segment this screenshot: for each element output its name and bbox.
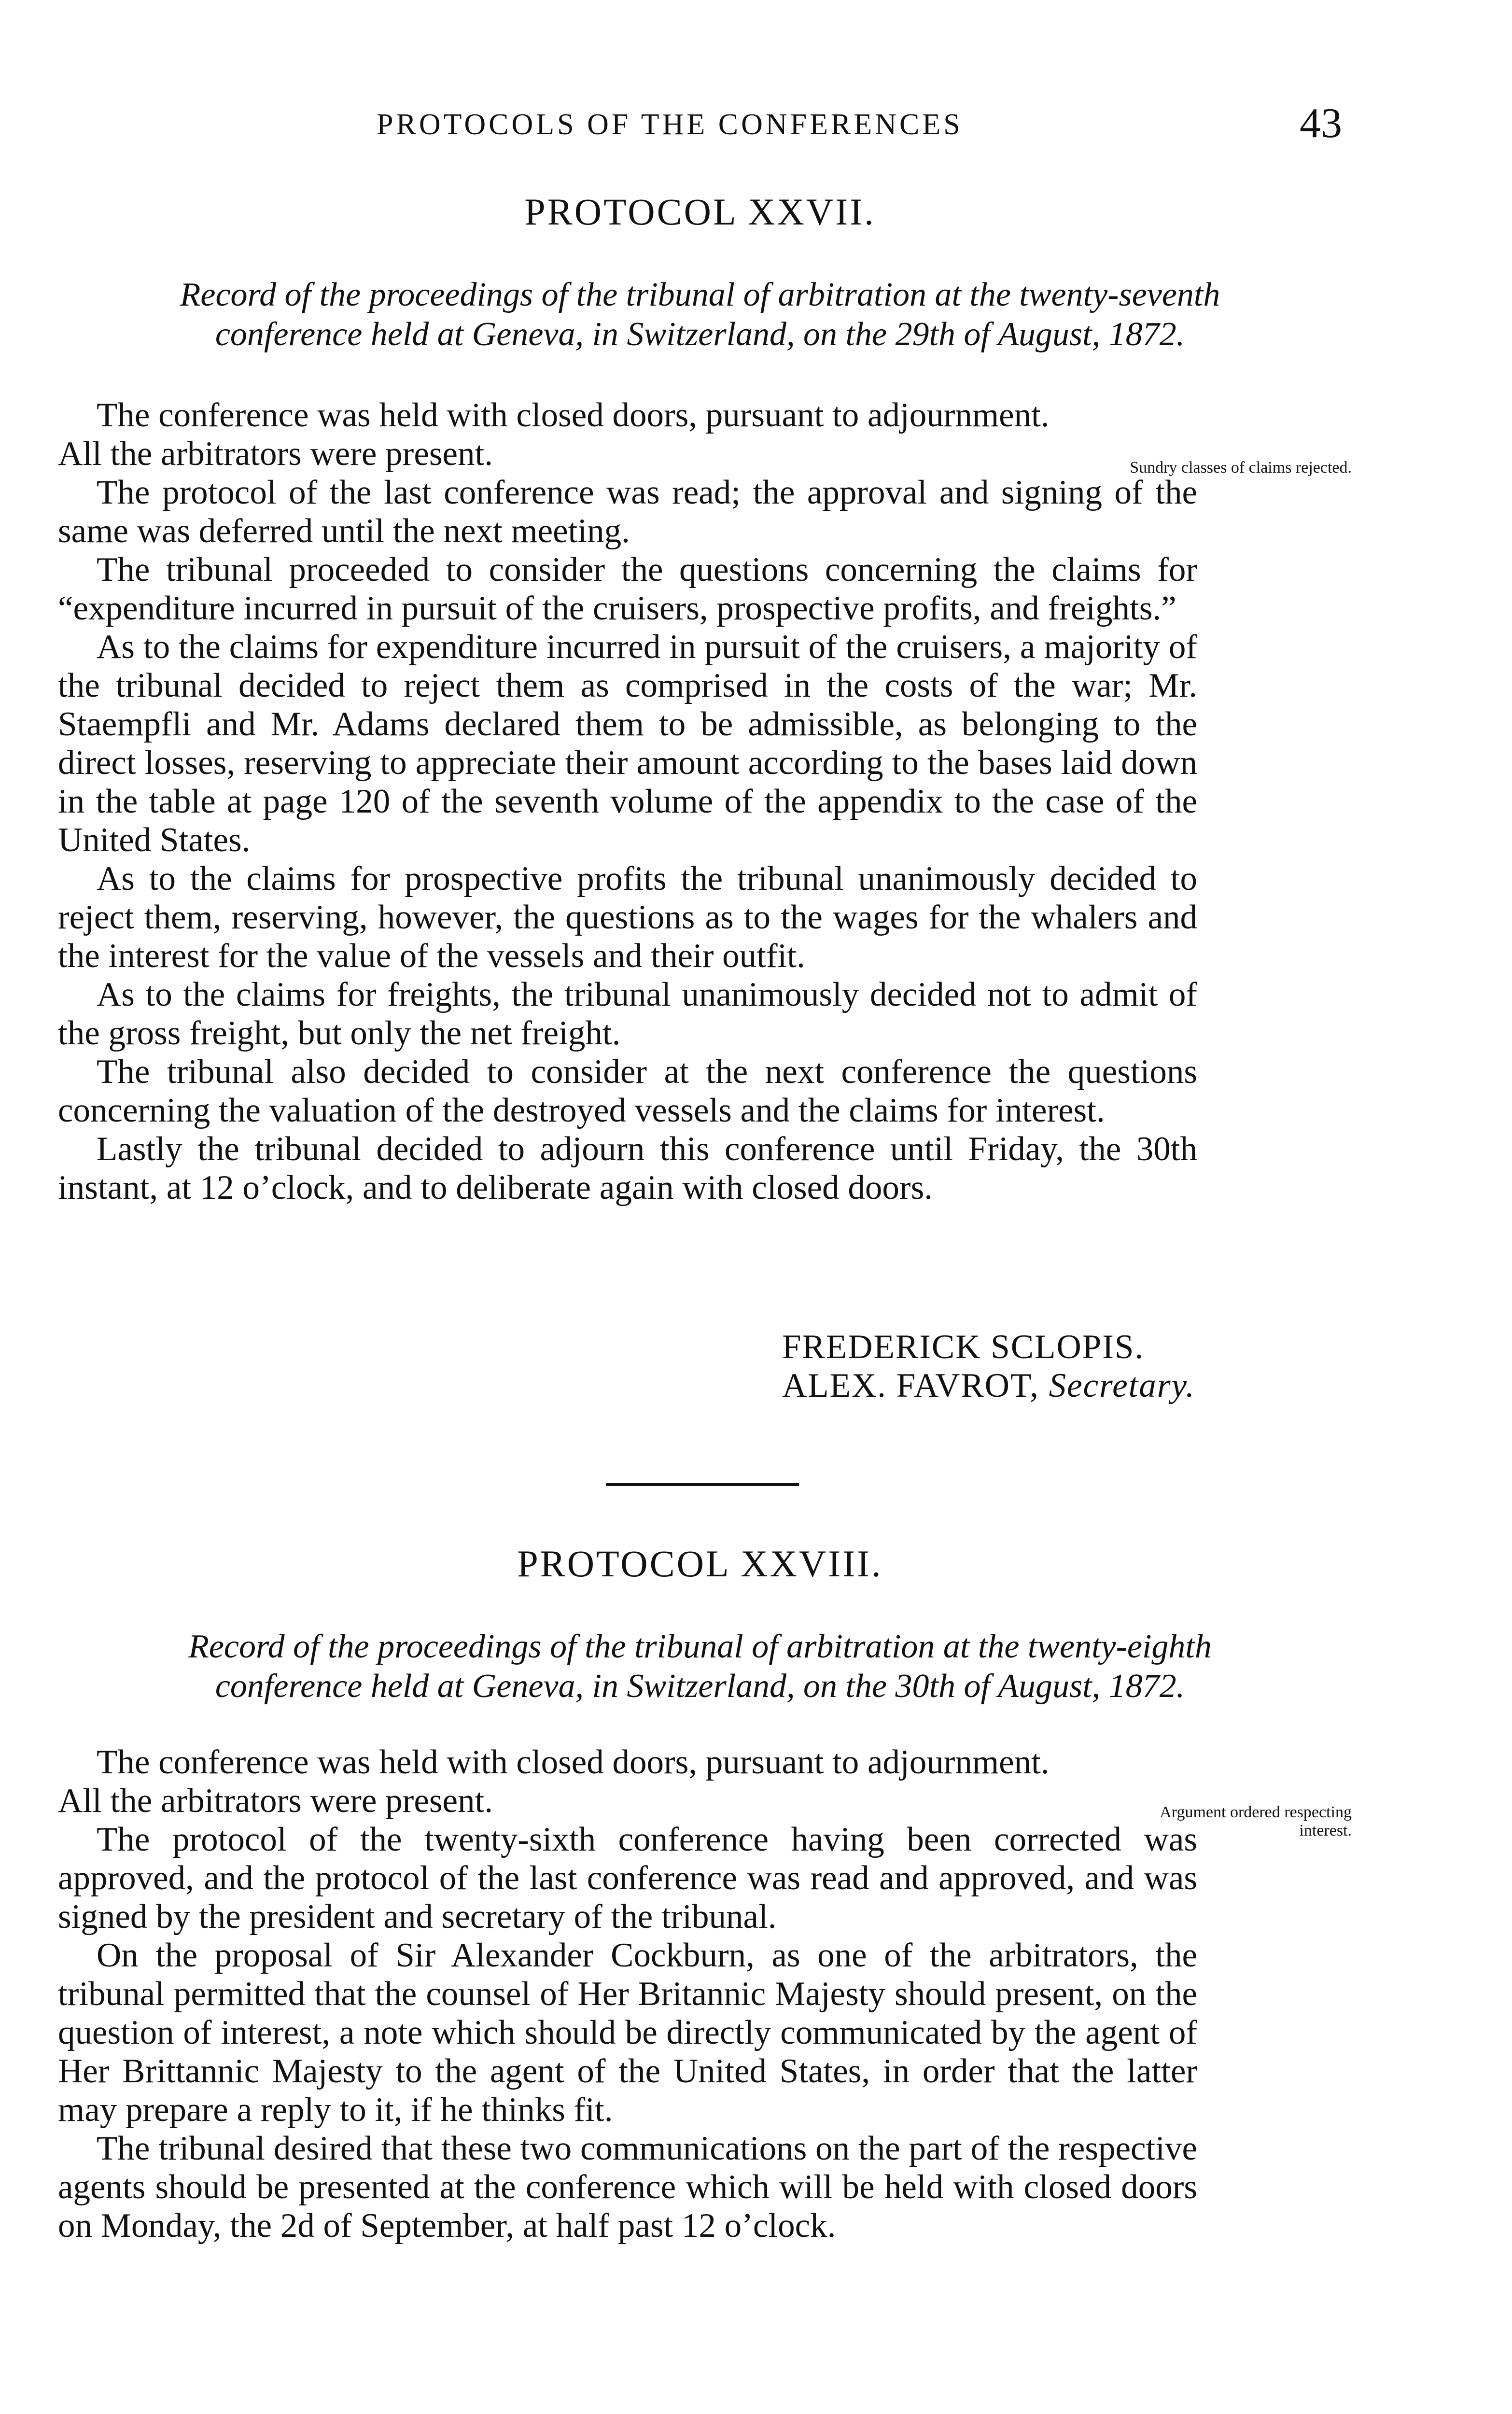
protocol-27-signatures [782,1328,1195,1405]
protocol-27-paragraph: The conference was held with closed doors, pursuant to adjournment. [97,396,1050,434]
protocol-27-paragraph: All the arbitrators were present. [58,435,493,473]
protocol-28-body [58,1743,1197,2245]
protocol-28-paragraph: All the arbitrators were present. [58,1782,493,1820]
protocol-27-paragraph: As to the claims for expenditure incurred in pursuit of the cruisers, a majority of the tribunal decided to reject them as comprised in the costs of the war; Mr. Staempfli and Mr. Adams declared them to be admissible, as belonging to the direct losses, reserving to appreciate their amount according to the bases laid down in the table at page 120 of the seventh volume of the appendix to the case of the United States. [58,628,1197,859]
signature-president: FREDERICK SCLOPIS. [782,1328,1145,1366]
page-number: 43 [1300,100,1342,147]
protocol-28-record-line-2: conference held at Geneva, in Switzerland, on the 30th of August, 1872. [215,1668,1185,1705]
running-title: PROTOCOLS OF THE CONFERENCES [377,108,963,141]
protocol-27-paragraph: As to the claims for prospective profits the tribunal unanimously decided to reject them, reserving, however, the questions as to the wages for the whalers and the interest for the value of the vessels and their outfit. [58,860,1197,975]
protocol-27-title-block [58,193,1342,231]
protocol-28-title: PROTOCOL XXVIII. [517,1543,883,1585]
protocol-28-record [58,1627,1342,1706]
secretary-name: ALEX. FAVROT, [782,1367,1039,1404]
protocol-27-paragraph: The protocol of the last conference was read; the approval and signing of the same was deferred until the next meeting. [58,474,1197,550]
section-divider [606,1483,799,1486]
protocol-28-paragraph: On the proposal of Sir Alexander Cockburn, as one of the arbitrators, the tribunal permitted that the counsel of Her Britannic Majesty should present, on the question of interest, a note which should be directly communicated by the agent of Her Brittannic Majesty to the agent of the United States, in order that the latter may prepare a reply to it, if he thinks fit. [58,1937,1197,2129]
running-head [58,99,1342,152]
protocol-27-paragraph: Lastly the tribunal decided to adjourn this conference until Friday, the 30th instant, at 12 o’clock, and to deliberate again with closed doors. [58,1130,1197,1207]
protocol-27-record-line-1: Record of the proceedings of the tribunal of arbitration at the twenty-seventh [180,276,1220,313]
protocol-28-sidenote: Argument ordered respecting interest. [1160,1803,1352,1839]
secretary-role: Secretary. [1049,1367,1195,1404]
protocol-27-paragraph: As to the claims for freights, the tribunal unanimously decided not to admit of the gross freight, but only the net freight. [58,976,1197,1052]
protocol-27-paragraph: The tribunal proceeded to consider the questions concerning the claims for “expenditure incurred in pursuit of the cruisers, prospective profits, and freights.” [58,551,1197,627]
protocol-27-record [58,275,1342,354]
protocol-28-paragraph: The protocol of the twenty-sixth conference having been corrected was approved, and the protocol of the last conference was read and approved, and was signed by the president and secretary of the tribunal. [58,1821,1197,1936]
protocol-27-title: PROTOCOL XXVII. [524,191,876,233]
protocol-27-record-line-2: conference held at Geneva, in Switzerland, on the 29th of August, 1872. [215,316,1185,353]
protocol-28-title-block [58,1545,1342,1583]
protocol-28-record-line-1: Record of the proceedings of the tribunal of arbitration at the twenty-eighth [188,1628,1212,1665]
protocol-27-body [58,396,1197,1207]
signature-secretary [782,1366,1195,1405]
protocol-27-sidenote: Sundry classes of claims rejected. [1130,459,1352,477]
protocol-28-paragraph: The conference was held with closed doors, pursuant to adjournment. [97,1743,1050,1781]
protocol-28-paragraph: The tribunal desired that these two communications on the part of the respective agents should be presented at the conference which will be held with closed doors on Monday, the 2d of September, at half past 12 o’clock. [58,2130,1197,2245]
protocol-27-paragraph: The tribunal also decided to consider at the next conference the questions concerning the valuation of the destroyed vessels and the claims for interest. [58,1053,1197,1129]
